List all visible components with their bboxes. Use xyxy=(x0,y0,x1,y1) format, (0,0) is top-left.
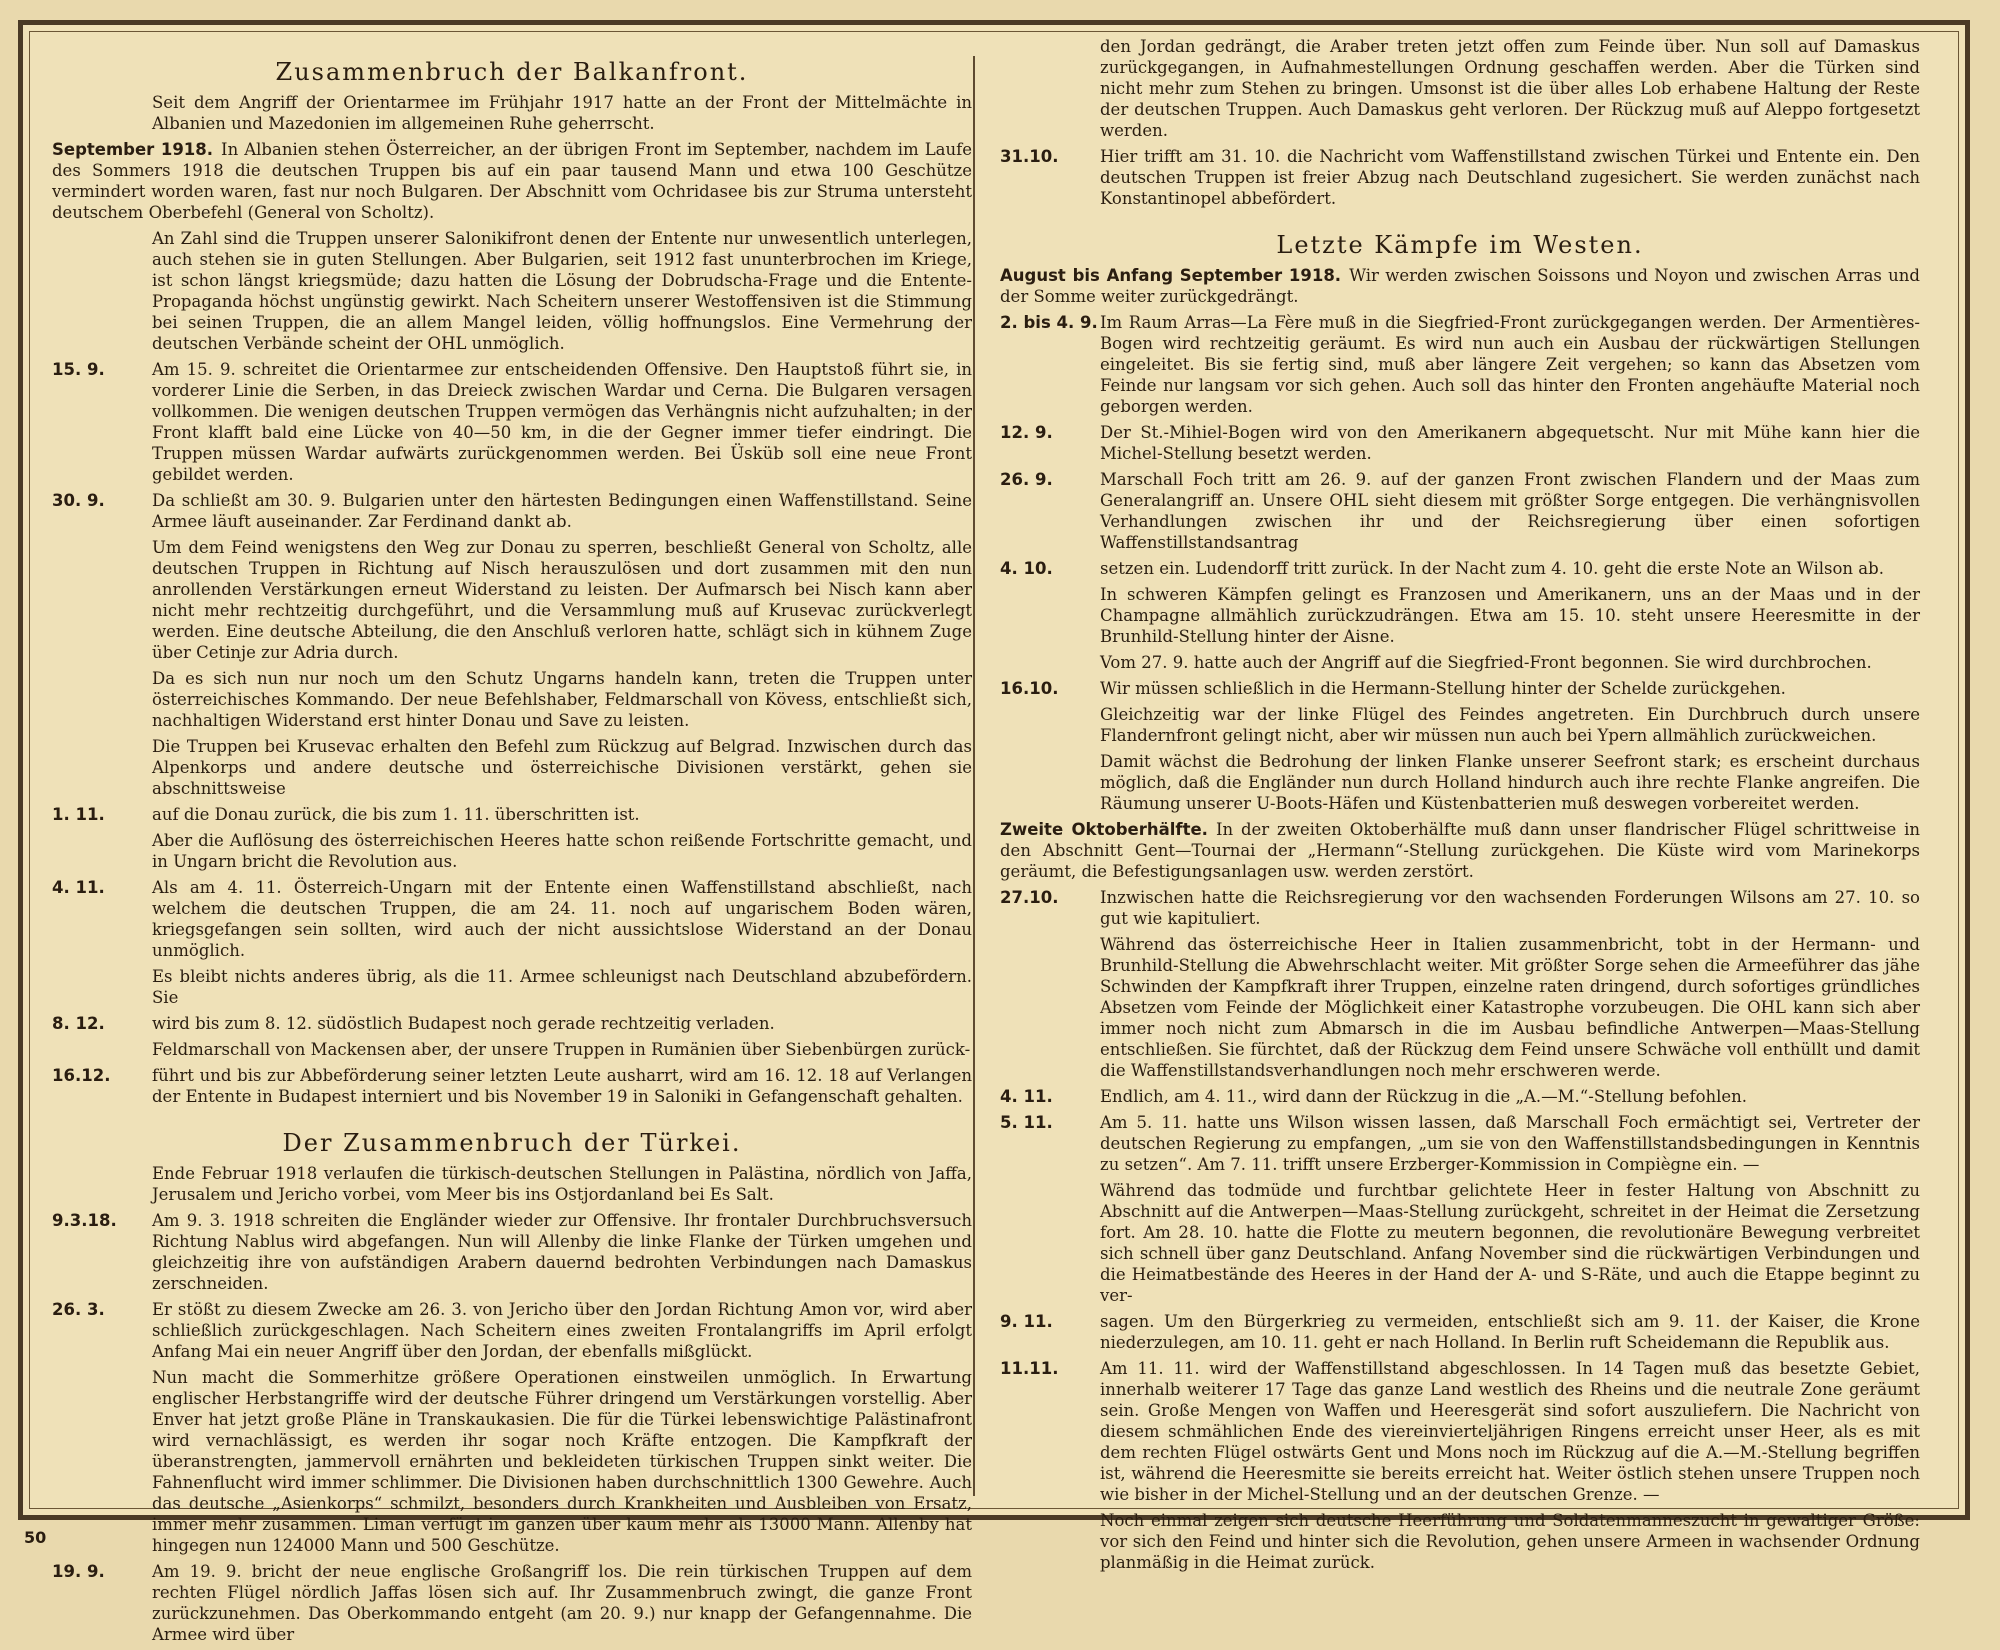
entry-text: Endlich, am 4. 11., wird dann der Rückzug in die „A.—M.“-Stellung befohlen. xyxy=(1100,1087,1748,1106)
section-title-turkey: Der Zusammenbruch der Türkei. xyxy=(282,1129,742,1157)
dated-entry xyxy=(52,359,972,485)
entry-date: 9.3.18. xyxy=(52,1211,117,1230)
paragraph: Um dem Feind wenigstens den Weg zur Donau zu sperren, beschließt General von Scholtz, alle deutschen Truppen in Richtung auf Nisch herauszulösen und dort zusammen mit den nun anrollenden Verstärkungen erneut Widerstand zu leisten. Der Aufmarsch bei Nisch kann aber nicht mehr rechtzeitig durchgeführt, und die Versammlung muß auf Krusevac zurückverlegt werden. Eine deutsche Abteilung, die den Anschluß verloren hatte, schlägt sich in kühnem Zuge über Cetinje zur Adria durch. xyxy=(152,538,972,662)
entry-text: wird bis zum 8. 12. südöstlich Budapest noch gerade rechtzeitig verladen. xyxy=(152,1014,775,1033)
entry-text: auf die Donau zurück, die bis zum 1. 11. überschritten ist. xyxy=(152,805,640,824)
paragraph: Noch einmal zeigen sich deutsche Heerführung und Soldatenmanneszucht in gewaltiger Größe: vor sich den Feind und hinter sich die Revolution, gehen unsere Armeen in wachsender Ordnung planmäßig in die Heimat zurück. xyxy=(1100,1511,1920,1572)
paragraph: Während das todmüde und furchtbar gelichtete Heer in fester Haltung von Abschnitt zu Abschnitt auf die Antwerpen—Maas-Stellung zurückgeht, schreitet in der Heimat die Zersetzung fort. Am 28. 10. hatte die Flotte zu meutern begonnen, die revolutionäre Bewegung verbreitet sich schnell über ganz Deutschland. Anfang November sind die rückwärtigen Verbindungen und die Heimatbestände des Heeres in der Hand der A- und S-Räte, und auch die Etappe beginnt zu ver- xyxy=(1100,1181,1920,1305)
entry-date: 16.10. xyxy=(1000,679,1059,698)
page-number: 50 xyxy=(24,1528,47,1547)
dated-entry xyxy=(52,1299,972,1362)
entry-text: setzen ein. Ludendorff tritt zurück. In der Nacht zum 4. 10. geht die erste Note an Wilson ab. xyxy=(1100,559,1884,578)
entry-date: 16.12. xyxy=(52,1066,111,1085)
entry-date: 19. 9. xyxy=(52,1562,105,1581)
paragraph: Die Truppen bei Krusevac erhalten den Befehl zum Rückzug auf Belgrad. Inzwischen durch das Alpenkorps und andere deutsche und österreichische Divisionen verstärkt, gehen sie abschnittsweise xyxy=(152,737,972,798)
entry-text: Marschall Foch tritt am 26. 9. auf der ganzen Front zwischen Flandern und der Maas zum Generalangriff an. Unsere OHL sieht diesem mit größter Sorge entgegen. Die verhängnisvollen Verhandlungen zwischen ihr und der Reichsregierung über einen sofortigen Waffenstillstandsantrag xyxy=(1100,470,1920,552)
paragraph: Vom 27. 9. hatte auch der Angriff auf die Siegfried-Front begonnen. Sie wird durchbrochen. xyxy=(1100,653,1872,672)
paragraph: Es bleibt nichts anderes übrig, als die 11. Armee schleunigst nach Deutschland abzubefördern. Sie xyxy=(152,967,972,1007)
paragraph: Während das österreichische Heer in Italien zusammenbricht, tobt in der Hermann- und Brunhild-Stellung die Abwehrschlacht weiter. Mit größter Sorge sehen die Armeeführer das jähe Schwinden der Kampfkraft ihrer Truppen, einzelne raten dringend, durch sofortiges gründliches Absetzen vom Feinde der Möglichkeit einer Katastrophe vorzubeugen. Die OHL kann sich aber immer noch nicht zum Abmarsch in die im Ausbau befindliche Antwerpen—Maas-Stellung entschließen. Sie fürchtet, daß der Rückzug dem Feind unsere Schwäche voll enthüllt und damit die Waffenstillstandsverhandlungen noch mehr erschweren werde. xyxy=(1100,935,1920,1080)
section-title-balkan: Zusammenbruch der Balkanfront. xyxy=(275,58,749,86)
dated-entry xyxy=(1000,146,1920,209)
entry-date: 5. 11. xyxy=(1000,1113,1053,1132)
paragraph: In schweren Kämpfen gelingt es Franzosen und Amerikanern, uns an der Maas und in der Champagne allmählich zurückzudrängen. Etwa am 15. 10. steht unsere Heeresmitte in der Brunhild-Stellung hinter der Aisne. xyxy=(1100,585,1920,646)
dated-entry xyxy=(52,1013,972,1034)
entry-date: August bis Anfang September 1918. xyxy=(1000,266,1342,285)
entry-date: 9. 11. xyxy=(1000,1312,1053,1331)
dated-entry xyxy=(1000,1358,1920,1505)
entry-date: 11.11. xyxy=(1000,1359,1059,1378)
dated-entry xyxy=(1000,678,1920,699)
paragraph: den Jordan gedrängt, die Araber treten jetzt offen zum Feinde über. Nun soll auf Damaskus zurückgegangen, in Aufnahmestellungen Ordnung geschaffen werden. Aber die Türken sind nicht mehr zum Stehen zu bringen. Umsonst ist die über alles Lob erhabene Haltung der Reste der deutschen Truppen. Auch Damaskus geht verloren. Der Rückzug muß auf Aleppo fortgesetzt werden. xyxy=(1100,37,1920,140)
dated-entry xyxy=(52,877,972,961)
entry-text: Am 11. 11. wird der Waffenstillstand abgeschlossen. In 14 Tagen muß das besetzte Gebiet, innerhalb weiterer 17 Tage das ganze Land westlich des Rheins und die neutrale Zone geräumt sein. Große Mengen von Waffen und Heeresgerät sind sofort auszuliefern. Die Nachricht von diesem schmählichen Ende des viereinvierteljährigen Ringens erreicht unser Heer, als es mit dem rechten Flügel ostwärts Gent und Mons noch im Rückzug auf die A.—M.-Stellung begriffen ist, während die Heeresmitte sie bereits erreicht hat. Weiter östlich stehen unsere Truppen noch wie bisher in der Michel-Stellung und an der deutschen Grenze. — xyxy=(1100,1359,1920,1504)
entry-date: 31.10. xyxy=(1000,147,1059,166)
entry-text: Als am 4. 11. Österreich-Ungarn mit der Entente einen Waffenstillstand abschließt, nach welchem die deutschen Truppen, die am 24. 11. noch auf ungarischem Boden wären, kriegsgefangen sein sollten, wird auch der nicht aussichtslose Widerstand an der Donau unmöglich. xyxy=(152,878,972,960)
entry-text: Wir werden zwischen Soissons und Noyon und zwischen Arras und der Somme weiter zurückgedrängt. xyxy=(1000,266,1920,306)
entry-text: Am 9. 3. 1918 schreiten die Engländer wieder zur Offensive. Ihr frontaler Durchbruchsversuch Richtung Nablus wird abgefangen. Nun will Allenby die linke Flanke der Türken umgehen und gleichzeitig ihre von aufständigen Arabern dauernd bedrohten Verbindungen nach Damaskus zerschneiden. xyxy=(152,1211,972,1293)
entry-text: Der St.-Mihiel-Bogen wird von den Amerikanern abgequetscht. Nur mit Mühe kann hier die Michel-Stellung besetzt werden. xyxy=(1100,423,1920,463)
paragraph: Ende Februar 1918 verlaufen die türkisch-deutschen Stellungen in Palästina, nördlich von Jaffa, Jerusalem und Jericho vorbei, vom Meer bis ins Ostjordanland bei Es Salt. xyxy=(152,1164,972,1204)
dated-entry xyxy=(1000,265,1920,307)
dated-entry xyxy=(52,490,972,532)
entry-text: Er stößt zu diesem Zwecke am 26. 3. von Jericho über den Jordan Richtung Amon vor, wird aber schließlich zurückgeschlagen. Nach Scheitern eines zweiten Frontalangriffs im April erfolgt Anfang Mai ein neuer Angriff über den Jordan, der ebenfalls mißglückt. xyxy=(152,1300,972,1361)
paragraph: Gleichzeitig war der linke Flügel des Feindes angetreten. Ein Durchbruch durch unsere Flandernfront gelingt nicht, aber wir müssen nun auch bei Ypern allmählich zurückweichen. xyxy=(1100,705,1920,745)
entry-date: 4. 10. xyxy=(1000,559,1053,578)
paragraph: Nun macht die Sommerhitze größere Operationen einstweilen unmöglich. In Erwartung englischer Herbstangriffe wird der deutsche Führer dringend um Verstärkungen vorstellig. Aber Enver hat jetzt große Pläne in Transkaukasien. Die für die Türkei lebenswichtige Palästinafront wird vernachlässigt, es werden ihr sogar noch Kräfte entzogen. Die Kampfkraft der überanstrengten, jammervoll ernährten und bekleideten türkischen Truppen sinkt weiter. Die Fahnenflucht wird immer schlimmer. Die Divisionen haben durchschnittlich 1300 Gewehre. Auch das deutsche „Asienkorps“ schmilzt, besonders durch Krankheiten und Ausbleiben von Ersatz, immer mehr zusammen. Liman verfügt im ganzen über kaum mehr als 13000 Mann. Allenby hat hingegen nun 124000 Mann und 500 Geschütze. xyxy=(152,1368,972,1555)
paragraph: Feldmarschall von Mackensen aber, der unsere Truppen in Rumänien über Siebenbürgen zurück- xyxy=(152,1040,971,1059)
entry-date: 15. 9. xyxy=(52,360,105,379)
entry-date: 1. 11. xyxy=(52,805,105,824)
dated-entry xyxy=(1000,1112,1920,1175)
entry-text: Am 15. 9. schreitet die Orientarmee zur entscheidenden Offensive. Den Hauptstoß führt sie, in vorderer Linie die Serben, in das Dreieck zwischen Wardar und Cerna. Die Bulgaren versagen vollkommen. Die wenigen deutschen Truppen vermögen das Verhängnis nicht aufzuhalten; in der Front klafft bald eine Lücke von 40—50 km, in die der Gegner immer tiefer eindringt. Die Truppen müssen Wardar aufwärts zurückgenommen werden. Bei Üsküb soll eine neue Front gebildet werden. xyxy=(152,360,972,484)
entry-text: Inzwischen hatte die Reichsregierung vor den wachsenden Forderungen Wilsons am 27. 10. so gut wie kapituliert. xyxy=(1100,888,1920,928)
entry-text: Hier trifft am 31. 10. die Nachricht vom Waffenstillstand zwischen Türkei und Entente ein. Den deutschen Truppen ist freier Abzug nach Deutschland zugesichert. Sie werden zunächst nach Konstantinopel abbefördert. xyxy=(1100,147,1920,208)
paragraph: Seit dem Angriff der Orientarmee im Frühjahr 1917 hatte an der Front der Mittelmächte in Albanien und Mazedonien im allgemeinen Ruhe geherrscht. xyxy=(152,93,972,133)
dated-entry xyxy=(1000,312,1920,417)
paragraph: Aber die Auflösung des österreichischen Heeres hatte schon reißende Fortschritte gemacht, und in Ungarn bricht die Revolution aus. xyxy=(152,831,972,871)
entry-date: 26. 3. xyxy=(52,1300,105,1319)
paragraph: Damit wächst die Bedrohung der linken Flanke unserer Seefront stark; es erscheint durchaus möglich, daß die Engländer nun durch Holland hindurch auch ihre rechte Flanke angreifen. Die Räumung unserer U-Boots-Häfen und Küstenbatterien muß deswegen vorbereitet werden. xyxy=(1100,752,1920,813)
entry-text: Wir müssen schließlich in die Hermann-Stellung hinter der Schelde zurückgehen. xyxy=(1100,679,1786,698)
dated-entry xyxy=(1000,469,1920,553)
entry-text: Im Raum Arras—La Fère muß in die Siegfried-Front zurückgegangen werden. Der Armentières-Bogen wird rechtzeitig geräumt. Es wird nun auch ein Ausbau der rückwärtigen Stellungen eingeleitet. Bis sie fertig sind, muß aber längere Zeit vergehen; so kann das Absetzen vom Feinde nur langsam vor sich gehen. Auch soll das hinter den Fronten angehäufte Material noch geborgen werden. xyxy=(1100,313,1920,416)
entry-text: In Albanien stehen Österreicher, an der übrigen Front im September, nachdem im Laufe des Sommers 1918 die deutschen Truppen bis auf ein paar tausend Mann und etwa 100 Geschütze vermindert worden waren, fast nur noch Bulgaren. Der Abschnitt vom Ochridasee bis zur Struma untersteht deutschem Oberbefehl (General von Scholtz). xyxy=(52,140,972,222)
entry-date: 4. 11. xyxy=(52,878,105,897)
entry-date: 4. 11. xyxy=(1000,1087,1053,1106)
paragraph: An Zahl sind die Truppen unserer Salonikifront denen der Entente nur unwesentlich unterlegen, auch stehen sie in guten Stellungen. Aber Bulgarien, seit 1912 fast ununterbrochen im Kriege, ist schon längst kriegsmüde; dazu hatten die Lösung der Dobrudscha-Frage und die Entente-Propaganda höchst ungünstig gewirkt. Nach Scheitern unserer Westoffensiven ist die Stimmung bei seinen Truppen, die an allem Mangel leiden, völlig hoffnungslos. Eine Vermehrung der deutschen Verbände scheint der OHL unmöglich. xyxy=(152,229,972,353)
entry-text: führt und bis zur Abbeförderung seiner letzten Leute ausharrt, wird am 16. 12. 18 auf Verlangen der Entente in Budapest interniert und bis November 19 in Saloniki in Gefangenschaft gehalten. xyxy=(152,1066,972,1106)
entry-text: In der zweiten Oktoberhälfte muß dann unser flandrischer Flügel schrittweise in den Abschnitt Gent—Tournai der „Hermann“-Stellung zurückgehen. Die Küste wird vom Marinekorps geräumt, die Befestigungsanlagen usw. werden zerstört. xyxy=(1000,820,1920,881)
dated-entry xyxy=(52,804,972,825)
entry-date: 27.10. xyxy=(1000,888,1059,907)
entry-text: Am 19. 9. bricht der neue englische Großangriff los. Die rein türkischen Truppen auf dem rechten Flügel nördlich Jaffas lösen sich auf. Ihr Zusammenbruch zwingt, die ganze Front zurückzunehmen. Das Oberkommando entgeht (am 20. 9.) nur knapp der Gefangennahme. Die Armee wird über xyxy=(152,1562,972,1644)
dated-entry xyxy=(1000,558,1920,579)
dated-entry xyxy=(1000,422,1920,464)
left-column xyxy=(52,34,972,1650)
right-column xyxy=(1000,36,1920,1578)
column-divider xyxy=(973,56,975,1496)
dated-entry xyxy=(52,1561,972,1645)
paragraph: Da es sich nun nur noch um den Schutz Ungarns handeln kann, treten die Truppen unter österreichisches Kommando. Der neue Befehlshaber, Feldmarschall von Kövess, entschließt sich, nachhaltigen Widerstand erst hinter Donau und Save zu leisten. xyxy=(152,669,972,730)
entry-date: 8. 12. xyxy=(52,1014,105,1033)
dated-entry xyxy=(1000,887,1920,929)
dated-entry xyxy=(1000,819,1920,882)
entry-date: Zweite Oktoberhälfte. xyxy=(1000,820,1208,839)
entry-date: 12. 9. xyxy=(1000,423,1053,442)
entry-date: 30. 9. xyxy=(52,491,105,510)
section-title-west: Letzte Kämpfe im Westen. xyxy=(1276,231,1644,259)
dated-entry xyxy=(52,139,972,223)
entry-text: Da schließt am 30. 9. Bulgarien unter den härtesten Bedingungen einen Waffenstillstand. Seine Armee läuft auseinander. Zar Ferdinand dankt ab. xyxy=(152,491,972,531)
dated-entry xyxy=(52,1065,972,1107)
entry-text: Am 5. 11. hatte uns Wilson wissen lassen, daß Marschall Foch ermächtigt sei, Vertreter der deutschen Regierung zu empfangen, „um sie von den Waffenstillstandsbedingungen in Kenntnis zu setzen“. Am 7. 11. trifft unsere Erzberger-Kommission in Compiègne ein. — xyxy=(1100,1113,1920,1174)
dated-entry xyxy=(1000,1086,1920,1107)
dated-entry xyxy=(52,1210,972,1294)
entry-date: September 1918. xyxy=(52,140,214,159)
entry-date: 26. 9. xyxy=(1000,470,1053,489)
dated-entry xyxy=(1000,1311,1920,1353)
entry-date: 2. bis 4. 9. xyxy=(1000,313,1098,332)
entry-text: sagen. Um den Bürgerkrieg zu vermeiden, entschließt sich am 9. 11. der Kaiser, die Krone niederzulegen, am 10. 11. geht er nach Holland. In Berlin ruft Scheidemann die Republik aus. xyxy=(1100,1312,1920,1352)
